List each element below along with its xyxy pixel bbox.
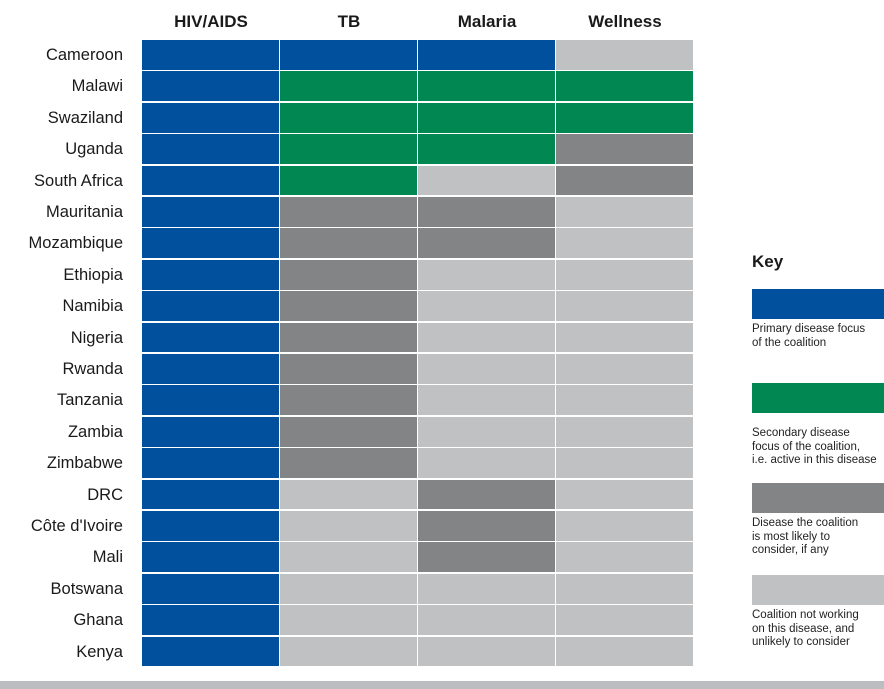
matrix-cell bbox=[280, 71, 417, 101]
row-label: Namibia bbox=[62, 297, 123, 316]
row-label: Rwanda bbox=[62, 360, 123, 378]
legend-text-line: i.e. active in this disease bbox=[752, 454, 877, 466]
matrix-cell bbox=[556, 40, 693, 70]
column-header: Malaria bbox=[457, 12, 517, 31]
matrix-cell bbox=[142, 323, 279, 353]
matrix-cell bbox=[280, 134, 417, 164]
row-label: Ethiopia bbox=[63, 265, 123, 284]
matrix-cell bbox=[280, 197, 417, 227]
matrix-cell bbox=[418, 40, 555, 70]
matrix-cell bbox=[418, 197, 555, 227]
matrix-cell bbox=[556, 71, 693, 101]
matrix-cell bbox=[418, 605, 555, 635]
matrix-cell bbox=[142, 103, 279, 133]
matrix-cell bbox=[418, 260, 555, 290]
matrix-cell bbox=[142, 40, 279, 70]
matrix-cell bbox=[418, 542, 555, 572]
row-label: Zimbabwe bbox=[46, 454, 123, 473]
matrix-cell bbox=[556, 448, 693, 478]
matrix-cell bbox=[142, 134, 279, 164]
matrix-cell bbox=[418, 323, 555, 353]
legend-swatch bbox=[752, 383, 884, 413]
matrix-cell bbox=[418, 480, 555, 510]
legend-text-line: of the coalition bbox=[752, 336, 827, 349]
matrix-cell bbox=[418, 291, 555, 321]
legend-title: Key bbox=[752, 252, 784, 271]
matrix-cell bbox=[418, 134, 555, 164]
matrix-cell bbox=[142, 291, 279, 321]
row-label: Uganda bbox=[65, 140, 123, 159]
matrix-cell bbox=[418, 228, 555, 258]
matrix-cell bbox=[280, 480, 417, 510]
matrix-cell bbox=[142, 166, 279, 196]
matrix-cell bbox=[556, 605, 693, 635]
row-label: DRC bbox=[87, 485, 123, 504]
matrix-cell bbox=[142, 385, 279, 415]
row-label: Zambia bbox=[67, 422, 123, 441]
matrix-cell bbox=[556, 103, 693, 133]
matrix-cell bbox=[280, 166, 417, 196]
matrix-cell bbox=[418, 166, 555, 196]
matrix-cell bbox=[142, 574, 279, 604]
matrix-cell bbox=[556, 197, 693, 227]
legend-text-line: Primary disease focus bbox=[752, 323, 866, 335]
matrix-cell bbox=[418, 385, 555, 415]
matrix-cell bbox=[142, 197, 279, 227]
matrix-cell bbox=[280, 385, 417, 415]
matrix-cell bbox=[556, 323, 693, 353]
row-label: Mauritania bbox=[45, 203, 123, 221]
column-header: Wellness bbox=[588, 12, 662, 31]
matrix-cell bbox=[418, 417, 555, 447]
matrix-cell bbox=[418, 511, 555, 541]
row-label: Ghana bbox=[73, 611, 123, 630]
legend-swatch bbox=[752, 289, 884, 319]
matrix-cell bbox=[280, 228, 417, 258]
column-header: HIV/AIDS bbox=[174, 12, 248, 31]
matrix-cell bbox=[142, 228, 279, 258]
matrix-cell bbox=[142, 71, 279, 101]
row-label: Kenya bbox=[76, 642, 123, 661]
matrix-cell bbox=[556, 511, 693, 541]
matrix-cell bbox=[418, 448, 555, 478]
matrix-cell bbox=[280, 511, 417, 541]
matrix-cell bbox=[556, 417, 693, 447]
row-label: Tanzania bbox=[56, 391, 123, 410]
legend-text bbox=[752, 517, 884, 558]
bottom-divider bbox=[0, 681, 884, 689]
matrix-cell bbox=[280, 637, 417, 667]
matrix-cell bbox=[280, 605, 417, 635]
matrix-cell bbox=[142, 637, 279, 667]
matrix-cell bbox=[280, 103, 417, 133]
legend-text-line: focus of the coalition, bbox=[752, 440, 861, 453]
matrix-cell bbox=[142, 542, 279, 572]
row-label: Cameroon bbox=[45, 46, 123, 64]
row-label: Swaziland bbox=[47, 108, 123, 127]
matrix-cell bbox=[142, 260, 279, 290]
matrix-cell bbox=[556, 134, 693, 164]
matrix-cell bbox=[142, 480, 279, 510]
legend-text-line: is most likely to bbox=[752, 530, 830, 543]
matrix-cell bbox=[280, 542, 417, 572]
matrix-cell bbox=[418, 71, 555, 101]
matrix-cell bbox=[280, 260, 417, 290]
matrix-cell bbox=[556, 354, 693, 384]
legend-text bbox=[752, 323, 884, 350]
legend-text-line: Coalition not working bbox=[752, 609, 859, 621]
matrix-cell bbox=[142, 605, 279, 635]
matrix-cell bbox=[280, 354, 417, 384]
matrix-cell bbox=[556, 291, 693, 321]
legend-text-line: Secondary disease bbox=[752, 427, 850, 439]
matrix-cell bbox=[280, 40, 417, 70]
legend-text bbox=[752, 427, 884, 468]
matrix-cell bbox=[418, 637, 555, 667]
legend-swatch bbox=[752, 483, 884, 513]
matrix-cell bbox=[280, 291, 417, 321]
row-label: Botswana bbox=[50, 579, 123, 598]
matrix-cell bbox=[142, 354, 279, 384]
matrix-cell bbox=[142, 448, 279, 478]
row-label: Malawi bbox=[71, 77, 123, 96]
legend-text bbox=[752, 609, 884, 650]
matrix-cell bbox=[556, 574, 693, 604]
matrix-cell bbox=[556, 637, 693, 667]
matrix-cell bbox=[556, 542, 693, 572]
matrix-cell bbox=[418, 354, 555, 384]
matrix-cell bbox=[280, 417, 417, 447]
matrix-cell bbox=[556, 166, 693, 196]
matrix-cell bbox=[418, 103, 555, 133]
matrix-cell bbox=[280, 574, 417, 604]
legend-text-line: consider, if any bbox=[752, 544, 829, 556]
column-header: TB bbox=[337, 12, 361, 31]
row-label: South Africa bbox=[34, 171, 123, 190]
legend-swatch bbox=[752, 575, 884, 605]
matrix-cell bbox=[418, 574, 555, 604]
row-label: Mali bbox=[92, 548, 123, 567]
legend-text-line: unlikely to consider bbox=[752, 636, 850, 648]
matrix-cell bbox=[142, 417, 279, 447]
matrix-cell bbox=[142, 511, 279, 541]
legend-text-line: on this disease, and bbox=[752, 622, 855, 635]
matrix-cell bbox=[556, 385, 693, 415]
legend-text-line: Disease the coalition bbox=[752, 517, 859, 529]
matrix-cell bbox=[280, 323, 417, 353]
matrix-cell bbox=[556, 228, 693, 258]
matrix-cell bbox=[280, 448, 417, 478]
row-label: Mozambique bbox=[28, 234, 123, 253]
row-label: Côte d'Ivoire bbox=[30, 517, 123, 535]
row-label: Nigeria bbox=[70, 328, 123, 347]
matrix-cell bbox=[556, 260, 693, 290]
matrix-cell bbox=[556, 480, 693, 510]
